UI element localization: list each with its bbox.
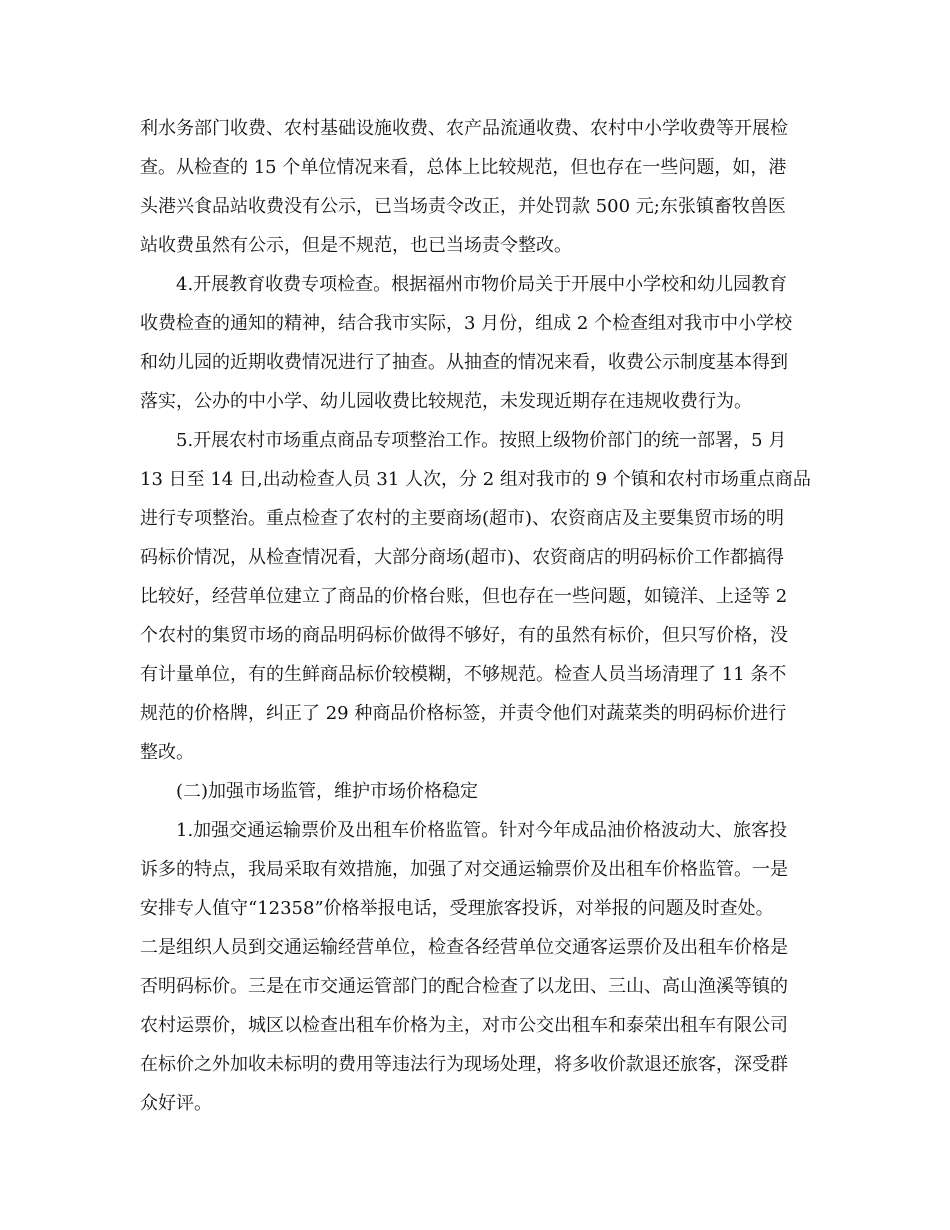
paragraph-line: 13 日至 14 日,出动检查人员 31 人次，分 2 组对我市的 9 个镇和农村市场重点商品 <box>140 469 811 490</box>
paragraph-line: 在标价之外加收未标明的费用等违法行为现场处理，将多收价款退还旅客，深受群 <box>140 1054 788 1075</box>
paragraph-line: 有计量单位，有的生鲜商品标价较模糊，不够规范。检查人员当场清理了 11 条不 <box>140 664 787 685</box>
section-heading: (二)加强市场监管，维护市场价格稳定 <box>176 781 479 802</box>
paragraph-line: 整改。 <box>140 742 194 763</box>
paragraph-line: 否明码标价。三是在市交通运管部门的配合检查了以龙田、三山、高山渔溪等镇的 <box>140 976 788 997</box>
paragraph-line: 落实，公办的中小学、幼儿园收费比较规范，未发现近期存在违规收费行为。 <box>140 391 752 412</box>
paragraph-line: 站收费虽然有公示，但是不规范，也已当场责令整改。 <box>140 235 572 256</box>
paragraph-line: 二是组织人员到交通运输经营单位，检查各经营单位交通客运票价及出租车价格是 <box>140 937 788 958</box>
paragraph-line: 比较好，经营单位建立了商品的价格台账，但也存在一些问题，如镜洋、上迳等 2 <box>140 586 788 607</box>
paragraph-line: 安排专人值守“12358”价格举报电话，受理旅客投诉，对举报的问题及时查处。 <box>140 898 774 919</box>
paragraph-line: 利水务部门收费、农村基础设施收费、农产品流通收费、农村中小学收费等开展检 <box>140 118 788 139</box>
paragraph-line: 1.加强交通运输票价及出租车价格监管。针对今年成品油价格波动大、旅客投 <box>176 820 788 841</box>
paragraph-line: 头港兴食品站收费没有公示，已当场责令改正，并处罚款 500 元;东张镇畜牧兽医 <box>140 196 786 217</box>
paragraph-line: 众好评。 <box>140 1093 212 1114</box>
paragraph-line: 和幼儿园的近期收费情况进行了抽查。从抽查的情况来看，收费公示制度基本得到 <box>140 352 788 373</box>
paragraph-line: 个农村的集贸市场的商品明码标价做得不够好，有的虽然有标价，但只写价格，没 <box>140 625 788 646</box>
paragraph-line: 码标价情况，从检查情况看，大部分商场(超市)、农资商店的明码标价工作都搞得 <box>140 547 785 568</box>
paragraph-line: 规范的价格牌，纠正了 29 种商品价格标签，并责令他们对蔬菜类的明码标价进行 <box>140 703 787 724</box>
paragraph-line: 诉多的特点，我局采取有效措施，加强了对交通运输票价及出租车价格监管。一是 <box>140 859 788 880</box>
paragraph-line: 5.开展农村市场重点商品专项整治工作。按照上级物价部门的统一部署，5 月 <box>176 430 787 451</box>
paragraph-line: 4.开展教育收费专项检查。根据福州市物价局关于开展中小学校和幼儿园教育 <box>176 274 788 295</box>
paragraph-line: 查。从检查的 15 个单位情况来看，总体上比较规范，但也存在一些问题，如，港 <box>140 157 787 178</box>
paragraph-line: 进行专项整治。重点检查了农村的主要商场(超市)、农资商店及主要集贸市场的明 <box>140 508 785 529</box>
paragraph-line: 农村运票价，城区以检查出租车价格为主，对市公交出租车和泰荣出租车有限公司 <box>140 1015 788 1036</box>
paragraph-line: 收费检查的通知的精神，结合我市实际，3 月份，组成 2 个检查组对我市中小学校 <box>140 313 793 334</box>
